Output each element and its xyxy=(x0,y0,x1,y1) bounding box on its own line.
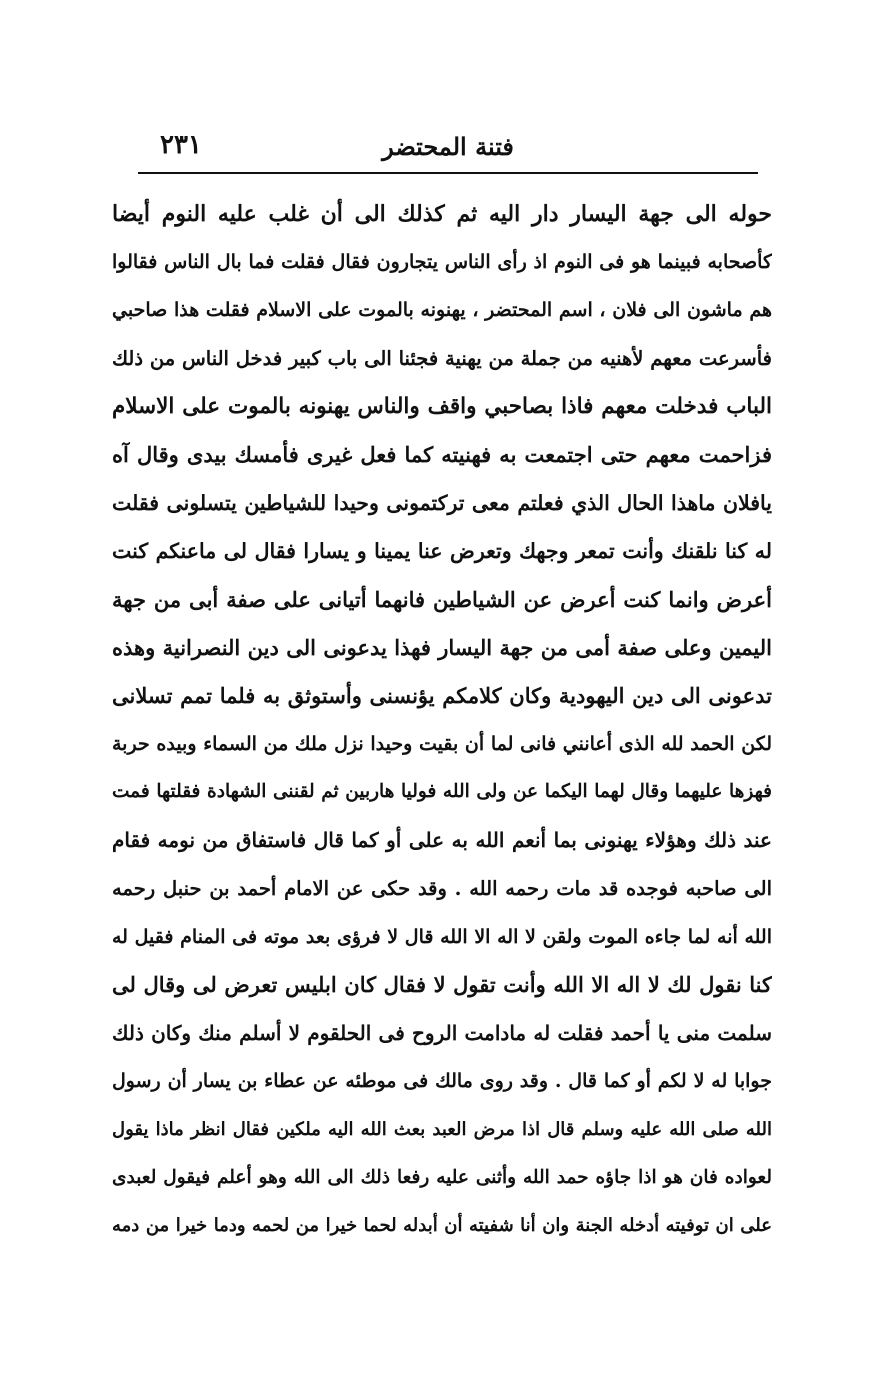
page-number: ٢٣١ xyxy=(160,130,202,160)
text-line: لكن الحمد لله الذى أعانني فانى لما أن بقيت وحيدا نزل ملك من السماء وبيده حربة xyxy=(112,733,772,756)
text-line: أعرض وانما كنت أعرض عن الشياطين فانهما أتيانى على صفة أبى من جهة xyxy=(112,586,772,612)
body-text xyxy=(112,190,772,1250)
text-line: لعواده فان هو اذا جاؤه حمد الله وأثنى عليه رفعا ذلك الى الله وهو أعلم فيقول لعبدى xyxy=(112,1166,772,1188)
text-line: الباب فدخلت معهم فاذا بصاحبي واقف والناس يهنونه بالموت على الاسلام xyxy=(112,393,772,419)
page-header xyxy=(138,128,758,172)
text-line: كنا نقول لك لا اله الا الله وأنت تقول لا فقال كان ابليس تعرض لى وقال لى xyxy=(112,972,772,997)
text-line: يافلان ماهذا الحال الذي فعلتم معى تركتمونى وحيدا للشياطين يتسلونى فقلت xyxy=(112,491,772,516)
text-line: جوابا له لا لكم أو كما قال . وقد روى مالك فى موطئه عن عطاء بن يسار أن رسول xyxy=(112,1070,772,1093)
text-line: هم ماشون الى فلان ، اسم المحتضر ، يهنونه بالموت على الاسلام فقلت هذا صاحبي xyxy=(112,299,772,322)
text-line: الله أنه لما جاءه الموت ولقن لا اله الا الله قال لا فرؤى بعد موته فى المنام فقيل له xyxy=(112,925,772,948)
text-line: حوله الى جهة اليسار دار اليه ثم كذلك الى أن غلب عليه النوم أيضا xyxy=(112,201,772,227)
text-line: اليمين وعلى صفة أمى من جهة اليسار فهذا يدعونى الى دين النصرانية وهذه xyxy=(112,634,772,660)
text-line: تدعونى الى دين اليهودية وكان كلامكم يؤنسنى وأستوثق به فلما تمم تسلانى xyxy=(112,682,772,708)
header-rule xyxy=(138,172,758,174)
text-line: الله صلى الله عليه وسلم قال اذا مرض العبد بعث الله اليه ملكين فقال انظر ماذا يقول xyxy=(112,1118,772,1140)
text-line: كأصحابه فبينما هو فى النوم اذ رأى الناس يتجارون فقال فقلت فما بال الناس فقالوا xyxy=(112,251,772,274)
text-line: فهزها عليهما وقال لهما اليكما عن ولى الله فوليا هاربين ثم لقننى الشهادة فقلتها فمت xyxy=(112,781,772,803)
text-line: فزاحمت معهم حتى اجتمعت به فهنيته كما فعل غيرى فأمسك بيدى وقال آه xyxy=(112,441,772,467)
text-line: فأسرعت معهم لأهنيه من جملة من يهنية فجئنا الى باب كبير فدخل الناس من ذلك xyxy=(112,346,772,370)
text-line: على ان توفيته أدخله الجنة وان أنا شفيته أن أبدله لحما خيرا من لحمه ودما خيرا من دمه xyxy=(112,1214,772,1236)
text-line: له كنا نلقنك وأنت تمعر وجهك وتعرض عنا يمينا و يسارا فقال لى ماعنكم كنت xyxy=(112,539,772,564)
text-line: سلمت منى يا أحمد فقلت له مادامت الروح فى الحلقوم لا أسلم منك وكان ذلك xyxy=(112,1021,772,1046)
text-line: الى صاحبه فوجده قد مات رحمه الله . وقد حكى عن الامام أحمد بن حنبل رحمه xyxy=(112,876,772,900)
text-line: عند ذلك وهؤلاء يهنونى بما أنعم الله به على أو كما قال فاستفاق من نومه فقام xyxy=(112,828,772,853)
running-title: فتنة المحتضر xyxy=(382,132,514,161)
